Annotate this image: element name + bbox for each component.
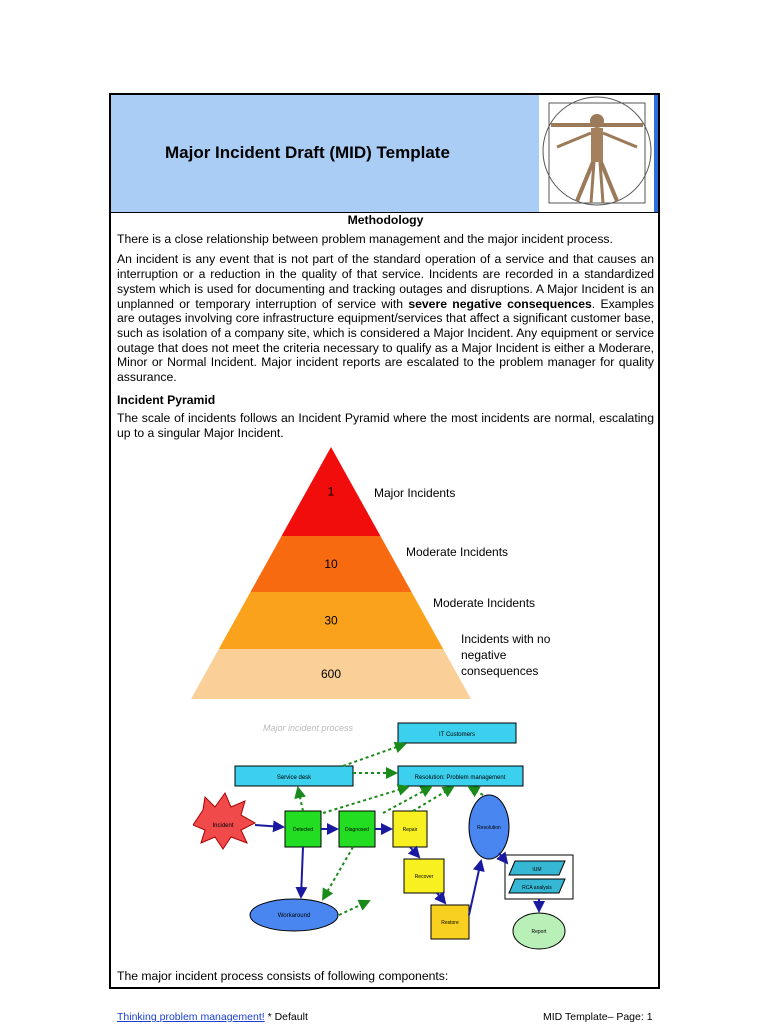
- footer-default: * Default: [264, 1011, 308, 1023]
- page-title: Major Incident Draft (MID) Template: [165, 143, 450, 162]
- ium-label: IUM: [532, 867, 542, 873]
- pyramid-value-2: 10: [324, 557, 338, 571]
- diagram-title: Major incident process: [263, 723, 354, 733]
- pyramid-label-2: Moderate Incidents: [406, 545, 509, 559]
- content: [117, 213, 654, 447]
- footer-link[interactable]: Thinking problem management!: [117, 1011, 265, 1023]
- footer-page: MID Template– Page: 1: [543, 1011, 653, 1023]
- rca-label: RCA analysis: [522, 885, 552, 891]
- pyramid-value-3: 30: [324, 613, 338, 628]
- resolution-oval-label: Resolution: [477, 825, 501, 831]
- resolution-label: Resolution: Problem management: [414, 775, 506, 781]
- pyramid-value-1: 1: [327, 484, 335, 499]
- section-title: Methodology: [347, 213, 424, 227]
- pyramid-label-1: Major Incidents: [374, 486, 456, 500]
- workaround-label: Workaround: [277, 913, 311, 919]
- incident-label: Incident: [212, 823, 234, 829]
- incident-pyramid: [191, 445, 571, 705]
- pyramid-value-4: 600: [320, 667, 342, 681]
- incident-paragraph: An incident is any event that is not part of the standard operation of a service and that causes an interruption or a reduction in the quality of that service. Incidents are recorded in a standardized system which is used for documenting and tracking outages and disruptions. A Major Incident is an unplanned or temporary interruption of service with severe negative consequences. Examples are outages involving core infrastructure equipment/services that affect a significant customer base, such as isolation of a company site, which is considered a Major Incident. Any equipment or service outage that does not meet the criteria necessary to qualify as a Major Incident is either a Moderare, Minor or Normal Incident. Major incident reports are escalated to the problem manager for quality assurance.: [117, 252, 654, 385]
- vitruvian-man-image: [539, 95, 658, 213]
- footer-left: [117, 1011, 308, 1023]
- incident-burst: [193, 793, 255, 849]
- repair-label: Repair: [402, 827, 418, 833]
- report-label: Report: [531, 929, 547, 935]
- pyramid-label-3: Moderate Incidents: [433, 596, 536, 610]
- recover-label: Recover: [414, 874, 434, 880]
- header-banner: [111, 95, 539, 213]
- pyramid-label-4: Incidents with no negative consequences: [461, 632, 551, 678]
- pyramid-paragraph: The scale of incidents follows an Incident Pyramid where the most incidents are normal, escalating up to a singular Major Incident.: [117, 411, 654, 441]
- diagnosed-label: Diagnosed: [345, 827, 369, 833]
- restore-label: Restore: [441, 920, 459, 926]
- it-customers-label: IT Customers: [439, 732, 475, 738]
- service-desk-label: Service desk: [276, 775, 312, 781]
- closing-text: The major incident process consists of following components:: [117, 969, 449, 983]
- pyramid-heading: Incident Pyramid: [117, 392, 216, 407]
- document-frame: [109, 93, 660, 989]
- detected-label: Detected: [292, 827, 314, 833]
- intro-paragraph: There is a close relationship between problem management and the major incident process.: [117, 231, 613, 246]
- major-incident-process-diagram: [193, 715, 578, 965]
